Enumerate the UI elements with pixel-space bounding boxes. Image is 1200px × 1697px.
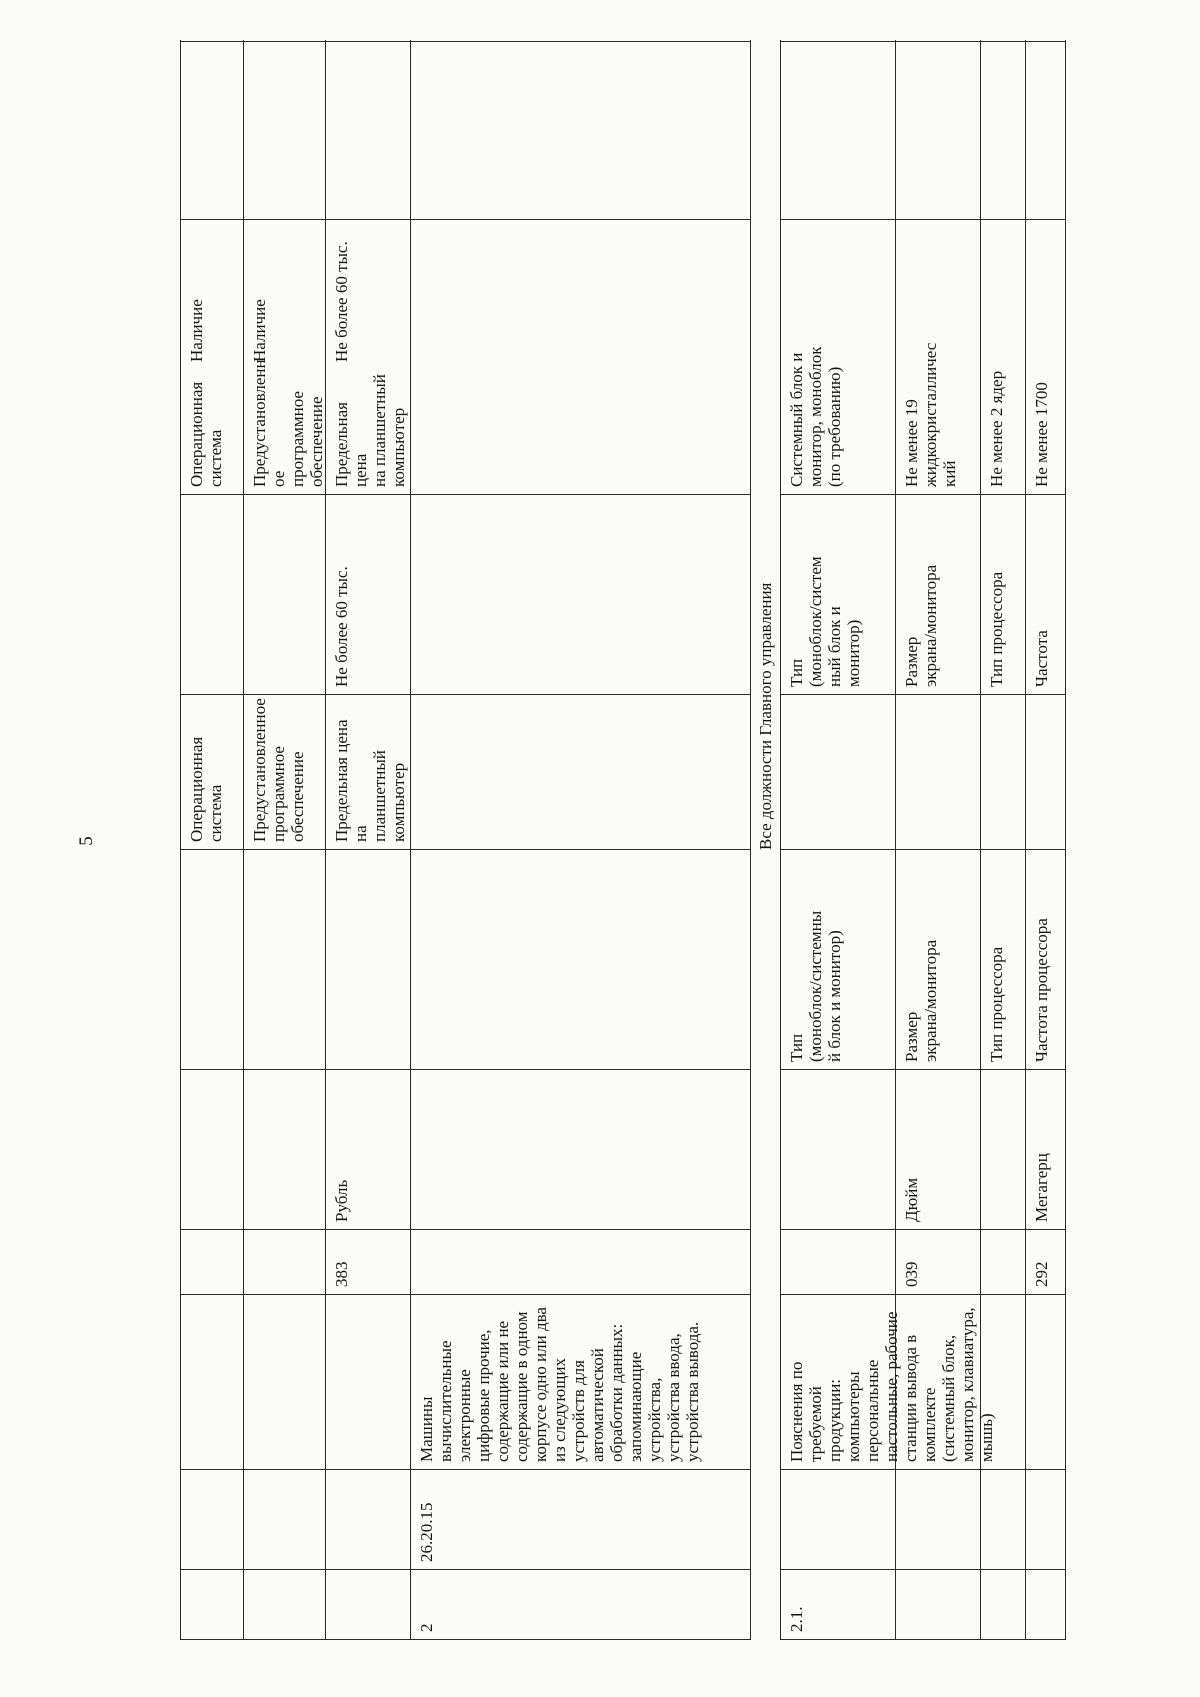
okpd2-code: 26.20.15 xyxy=(417,1502,436,1562)
unit-megahertz: Мегагерц xyxy=(1032,1153,1051,1222)
type-value: Системный блок и монитор, моноблок (по требованию) xyxy=(787,346,844,487)
section-title: Все должности Главного управления xyxy=(756,582,775,850)
freq-label-2: Частота xyxy=(1032,630,1051,687)
preinstalled-label-2: Предустановленн ое программное обеспечение xyxy=(250,359,326,487)
freq-value: Не менее 1700 xyxy=(1032,382,1051,487)
os-value: Наличие xyxy=(187,299,206,362)
os-label-1: Операционная система xyxy=(187,736,225,842)
item-2-description: Машины вычислительные электронные цифровые прочие, содержащие или не содержащие в одном корпусе одно или два из следующих устройств для автоматической обработки данных: запоминающие устройства, устройства ввода, устройства вывода. xyxy=(417,1307,702,1462)
rotated-table xyxy=(180,40,1180,1640)
page-number: 5 xyxy=(75,836,97,846)
price-value-1: Не более 60 тыс. xyxy=(332,566,351,687)
preinstalled-value: Наличие xyxy=(250,299,269,362)
item-number-2-1: 2.1. xyxy=(787,1606,806,1632)
item-number-2: 2 xyxy=(417,1623,436,1632)
unit-ruble: Рубль xyxy=(332,1179,351,1222)
screen-value: Не менее 19 жидкокристалличес кий xyxy=(902,342,959,487)
okei-code-292: 292 xyxy=(1032,1261,1051,1287)
preinstalled-label-1: Предустановленное программное обеспечение xyxy=(250,698,307,842)
cpu-value: Не менее 2 ядер xyxy=(987,370,1006,487)
type-label-2: Тип (моноблок/систем ный блок и монитор) xyxy=(787,556,863,687)
price-label-1: Предельная цена на планшетный компьютер xyxy=(332,719,408,842)
unit-inch: Дюйм xyxy=(902,1177,921,1222)
cpu-label-1: Тип процессора xyxy=(987,946,1006,1062)
okei-code-039: 039 xyxy=(902,1261,921,1287)
item-2-1-description: Пояснения по требуемой продукции: компьютеры персональные настольные, рабочие станции вывода в комплекте (системный блок, монитор, клавиатура, мышь) xyxy=(787,1307,996,1462)
price-label-2: Предельная цена на планшетный компьютер xyxy=(332,374,408,487)
cpu-label-2: Тип процессора xyxy=(987,571,1006,687)
okei-code-383: 383 xyxy=(332,1261,351,1287)
screen-label-2: Размер экрана/монитора xyxy=(902,564,940,687)
screen-label-1: Размер экрана/монитора xyxy=(902,939,940,1062)
price-value-2: Не более 60 тыс. xyxy=(332,241,351,362)
freq-label-1: Частота процессора xyxy=(1032,918,1051,1062)
type-label-1: Тип (моноблок/системны й блок и монитор) xyxy=(787,910,844,1062)
os-label-2: Операционная система xyxy=(187,381,225,487)
